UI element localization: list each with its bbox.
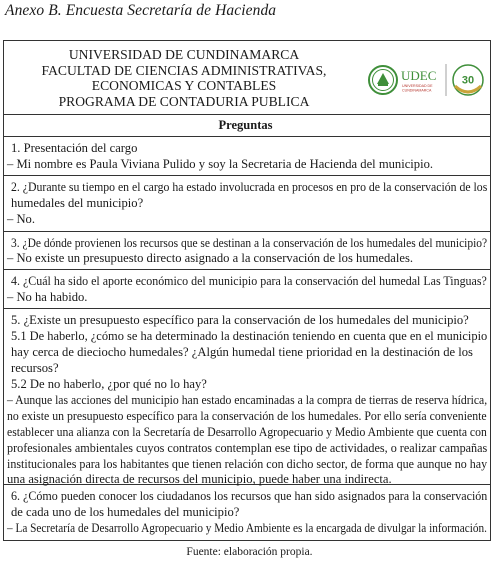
- question-row-3: [4, 232, 490, 270]
- subquestion-text: recursos?: [11, 361, 59, 375]
- question-text: 4. ¿Cuál ha sido el aporte económico del municipio para la conservación del humedal Las Tinguas?: [11, 274, 487, 288]
- annex-title: Anexo B. Encuesta Secretaría de Hacienda: [5, 2, 277, 19]
- question-row-1: [4, 137, 490, 176]
- university-seal-icon: [369, 66, 397, 94]
- anniversary-badge-icon: [453, 65, 483, 95]
- table-header: [4, 41, 490, 115]
- anniversary-number: 30: [461, 74, 475, 87]
- answer-text: institucionales para los habitantes que tienen relación con dicho sector, de forma que aunque no hay: [7, 457, 488, 471]
- answer-text: profesionales ambientales cuyos contratos contemplan ese tipo de actividades, o realizar campañas: [7, 441, 488, 455]
- logo-sub-line: UNIVERSIDAD DE: [402, 84, 433, 88]
- subquestion-text: 5.1 De haberlo, ¿cómo se ha determinado la destinación teniendo en cuenta que en el municipio: [11, 329, 488, 343]
- source-note: Fuente: elaboración propia.: [186, 546, 313, 558]
- answer-text: – No.: [7, 212, 35, 226]
- answer-text: establecer una alianza con la Secretaría de Desarrollo Agropecuario y Medio Ambiente que cuenta con: [7, 425, 487, 439]
- question-text: 2. ¿Durante su tiempo en el cargo ha estado involucrada en procesos en pro de la conservación de los: [11, 180, 488, 194]
- question-row-2: [4, 176, 490, 232]
- answer-text: – La Secretaría de Desarrollo Agropecuario y Medio Ambiente es la encargada de divulgar la información.: [7, 521, 487, 535]
- question-row-4: [4, 270, 490, 309]
- answer-text: – Mi nombre es Paula Viviana Pulido y soy la Secretaria de Hacienda del municipio.: [7, 157, 434, 171]
- question-row-6: [4, 485, 490, 540]
- logo-sub-line: CUNDINAMARCA: [402, 88, 432, 93]
- answer-text: no existe un presupuesto específico para la conservación de los humedales. Por ello sería conveniente: [7, 409, 487, 423]
- question-text: 5. ¿Existe un presupuesto específico para la conservación de los humedales del municipio?: [11, 313, 469, 327]
- institution-heading: [34, 47, 334, 109]
- question-row-5: [4, 309, 490, 485]
- question-text: 6. ¿Cómo pueden conocer los ciudadanos los recursos que han sido asignados para la conservación: [11, 489, 488, 503]
- subquestion-text: 5.2 De no haberlo, ¿por qué no lo hay?: [11, 377, 207, 391]
- question-text: de cada uno de los humedales del municipio?: [11, 505, 240, 519]
- header-line: ECONOMICAS Y CONTABLES: [91, 78, 277, 93]
- header-line: FACULTAD DE CIENCIAS ADMINISTRATIVAS,: [41, 62, 327, 78]
- answer-text: – No existe un presupuesto directo asignado a la conservación de los humedales.: [7, 251, 414, 265]
- answer-text: una asignación directa de recursos del municipio, puede haber una indirecta.: [7, 472, 392, 486]
- question-text: 3. ¿De dónde provienen los recursos que se destinan a la conservación de los humedales del municipio?: [11, 236, 488, 250]
- survey-table: [3, 40, 491, 541]
- answer-text: – No ha habido.: [7, 290, 88, 304]
- column-header-row: [4, 114, 490, 137]
- header-line: UNIVERSIDAD DE CUNDINAMARCA: [68, 47, 300, 62]
- answer-text: – Aunque las acciones del municipio han estado encaminadas a la compra de tierras de reserva hídrica,: [7, 393, 488, 407]
- subquestion-text: hay cerca de dieciocho humedales? ¿Algún humedal tiene prioridad en la destinación de los: [11, 345, 473, 359]
- question-text: 1. Presentación del cargo: [11, 141, 138, 155]
- column-header: Preguntas: [218, 118, 273, 132]
- udec-logo: [368, 60, 488, 100]
- logo-brand-text: UDEC: [401, 68, 437, 83]
- question-text: humedales del municipio?: [11, 196, 144, 210]
- header-line: PROGRAMA DE CONTADURIA PUBLICA: [58, 93, 310, 109]
